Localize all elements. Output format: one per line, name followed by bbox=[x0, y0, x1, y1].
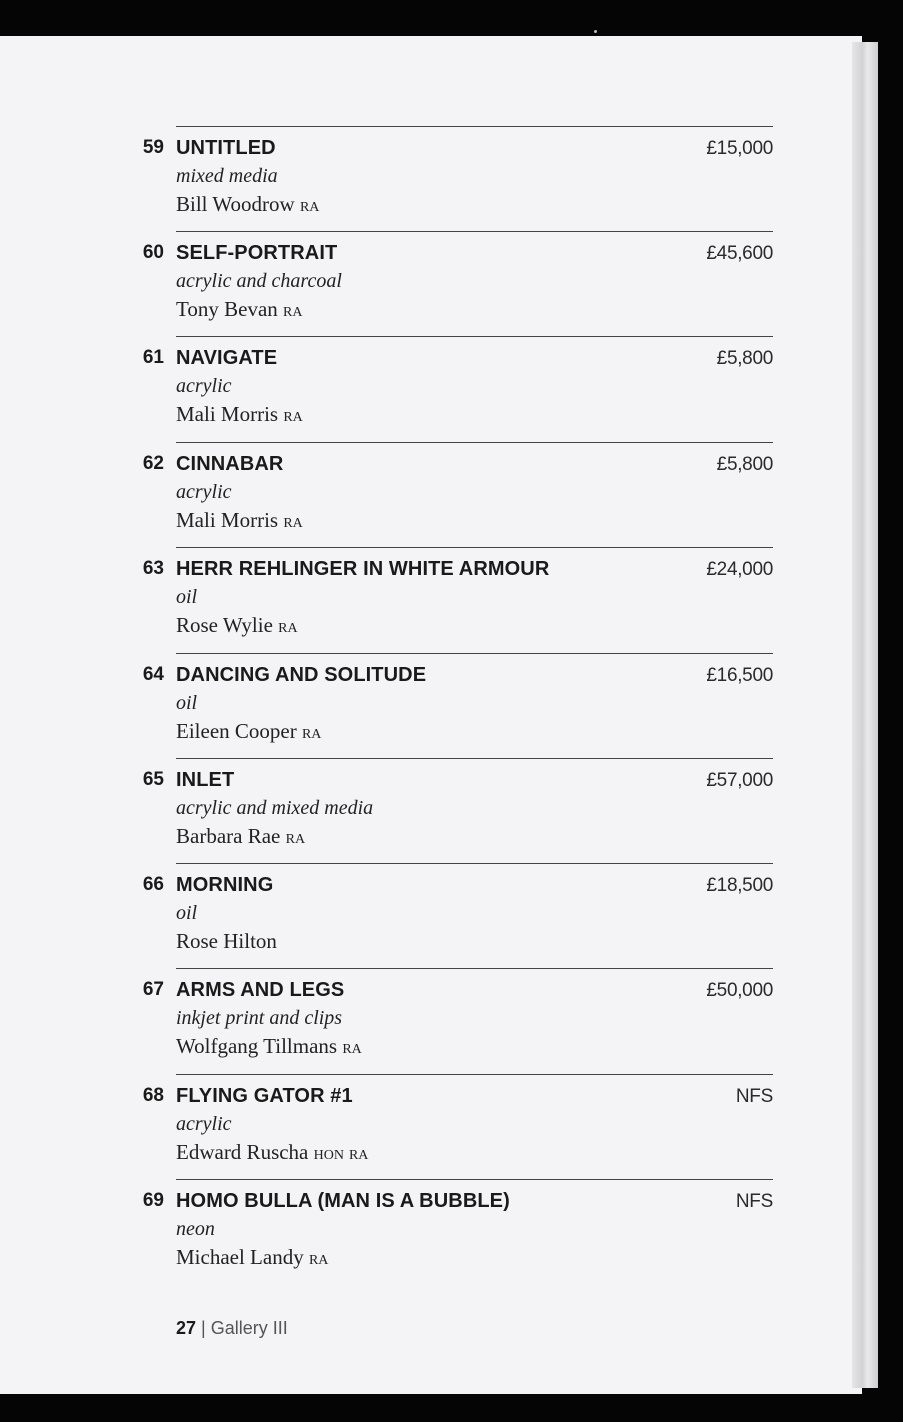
entry-number: 67 bbox=[142, 979, 164, 1000]
entry-number: 62 bbox=[142, 453, 164, 474]
catalogue-entry bbox=[0, 126, 862, 231]
entry-price: NFS bbox=[735, 1086, 773, 1107]
entry-medium: oil bbox=[176, 586, 198, 608]
entry-artist bbox=[176, 719, 321, 744]
entry-number: 66 bbox=[142, 874, 164, 895]
catalogue-entry bbox=[0, 442, 862, 547]
entry-medium: mixed media bbox=[176, 165, 278, 187]
divider bbox=[176, 758, 773, 759]
entry-medium: acrylic bbox=[176, 481, 232, 503]
artist-name: Edward Ruscha bbox=[176, 1140, 309, 1164]
scanner-speck bbox=[594, 30, 597, 33]
entry-medium: acrylic and mixed media bbox=[176, 797, 374, 819]
catalogue-entry bbox=[0, 231, 862, 336]
catalogue-entry bbox=[0, 968, 862, 1073]
entry-medium: oil bbox=[176, 902, 198, 924]
entry-price: £16,500 bbox=[706, 665, 773, 686]
entry-title: HOMO BULLA (MAN IS A BUBBLE) bbox=[176, 1190, 510, 1212]
artist-honours: ra bbox=[299, 194, 320, 216]
entry-price: £24,000 bbox=[706, 559, 773, 580]
entry-number: 60 bbox=[142, 242, 164, 263]
entry-title: MORNING bbox=[176, 874, 274, 896]
divider bbox=[176, 1179, 773, 1180]
entry-medium: acrylic and charcoal bbox=[176, 270, 342, 292]
divider bbox=[176, 653, 773, 654]
artist-name: Eileen Cooper bbox=[176, 719, 297, 743]
artist-honours: ra bbox=[308, 1247, 329, 1269]
entry-title: DANCING AND SOLITUDE bbox=[176, 664, 427, 686]
entry-number: 59 bbox=[142, 137, 164, 158]
entry-number: 69 bbox=[142, 1190, 164, 1211]
artist-honours: ra bbox=[285, 826, 306, 848]
section-name: Gallery III bbox=[210, 1318, 288, 1338]
divider bbox=[176, 231, 773, 232]
catalogue-entry bbox=[0, 336, 862, 441]
artist-honours: ra bbox=[283, 510, 303, 532]
entry-artist bbox=[176, 824, 305, 849]
artist-name: Michael Landy bbox=[176, 1245, 304, 1269]
entry-title: ARMS AND LEGS bbox=[176, 979, 345, 1001]
page-number: 27 bbox=[176, 1318, 197, 1338]
catalogue-entry bbox=[0, 863, 862, 968]
divider bbox=[176, 863, 773, 864]
artist-honours: ra bbox=[283, 404, 303, 426]
artist-honours: ra bbox=[342, 1036, 362, 1058]
entry-title: HERR REHLINGER IN WHITE ARMOUR bbox=[176, 558, 550, 580]
artist-name: Bill Woodrow bbox=[176, 192, 295, 216]
entry-title: CINNABAR bbox=[176, 453, 284, 475]
artist-honours: ra bbox=[301, 721, 322, 743]
entry-price: £50,000 bbox=[706, 980, 773, 1001]
artist-name: Rose Hilton bbox=[176, 929, 277, 953]
artist-honours: ra bbox=[283, 299, 303, 321]
entry-title: FLYING GATOR #1 bbox=[176, 1085, 353, 1107]
entry-artist bbox=[176, 929, 277, 954]
footer-separator: | bbox=[201, 1318, 206, 1338]
entry-price: £5,800 bbox=[716, 348, 773, 369]
entry-price: £57,000 bbox=[706, 770, 773, 791]
entry-number: 64 bbox=[142, 664, 164, 685]
entry-artist bbox=[176, 1034, 362, 1059]
artist-name: Barbara Rae bbox=[176, 824, 281, 848]
entry-medium: oil bbox=[176, 692, 198, 714]
entry-artist bbox=[176, 613, 298, 638]
divider bbox=[176, 547, 773, 548]
divider bbox=[176, 336, 773, 337]
entry-medium: inkjet print and clips bbox=[176, 1007, 343, 1029]
artist-name: Mali Morris bbox=[176, 402, 279, 426]
entry-number: 61 bbox=[142, 347, 164, 368]
catalogue-entry bbox=[0, 758, 862, 863]
artist-name: Tony Bevan bbox=[176, 297, 278, 321]
page-footer bbox=[176, 1318, 288, 1339]
artist-honours: hon ra bbox=[313, 1142, 369, 1164]
entry-artist bbox=[176, 297, 302, 322]
catalogue-entry bbox=[0, 1074, 862, 1179]
artist-name: Rose Wylie bbox=[176, 613, 273, 637]
entry-title: NAVIGATE bbox=[176, 347, 278, 369]
entry-price: NFS bbox=[735, 1191, 773, 1212]
entry-number: 63 bbox=[142, 558, 164, 579]
entry-title: INLET bbox=[176, 769, 235, 791]
artist-name: Mali Morris bbox=[176, 508, 279, 532]
catalogue-entry bbox=[0, 1179, 862, 1284]
entry-artist bbox=[176, 1140, 368, 1165]
artist-honours: ra bbox=[278, 615, 298, 637]
entry-price: £15,000 bbox=[706, 138, 773, 159]
entry-price: £18,500 bbox=[706, 875, 773, 896]
divider bbox=[176, 126, 773, 127]
entry-artist bbox=[176, 1245, 328, 1270]
entry-number: 65 bbox=[142, 769, 164, 790]
entry-title: SELF-PORTRAIT bbox=[176, 242, 338, 264]
divider bbox=[176, 968, 773, 969]
entry-medium: neon bbox=[176, 1218, 215, 1240]
entry-number: 68 bbox=[142, 1085, 164, 1106]
divider bbox=[176, 442, 773, 443]
entry-artist bbox=[176, 508, 303, 533]
entry-price: £5,800 bbox=[716, 454, 773, 475]
entry-medium: acrylic bbox=[176, 375, 232, 397]
artist-name: Wolfgang Tillmans bbox=[176, 1034, 338, 1058]
catalogue-entry bbox=[0, 547, 862, 652]
entry-artist bbox=[176, 402, 303, 427]
entry-price: £45,600 bbox=[706, 243, 773, 264]
divider bbox=[176, 1074, 773, 1075]
entry-title: UNTITLED bbox=[176, 137, 276, 159]
catalogue-entry bbox=[0, 653, 862, 758]
entry-artist bbox=[176, 192, 319, 217]
entry-medium: acrylic bbox=[176, 1113, 232, 1135]
